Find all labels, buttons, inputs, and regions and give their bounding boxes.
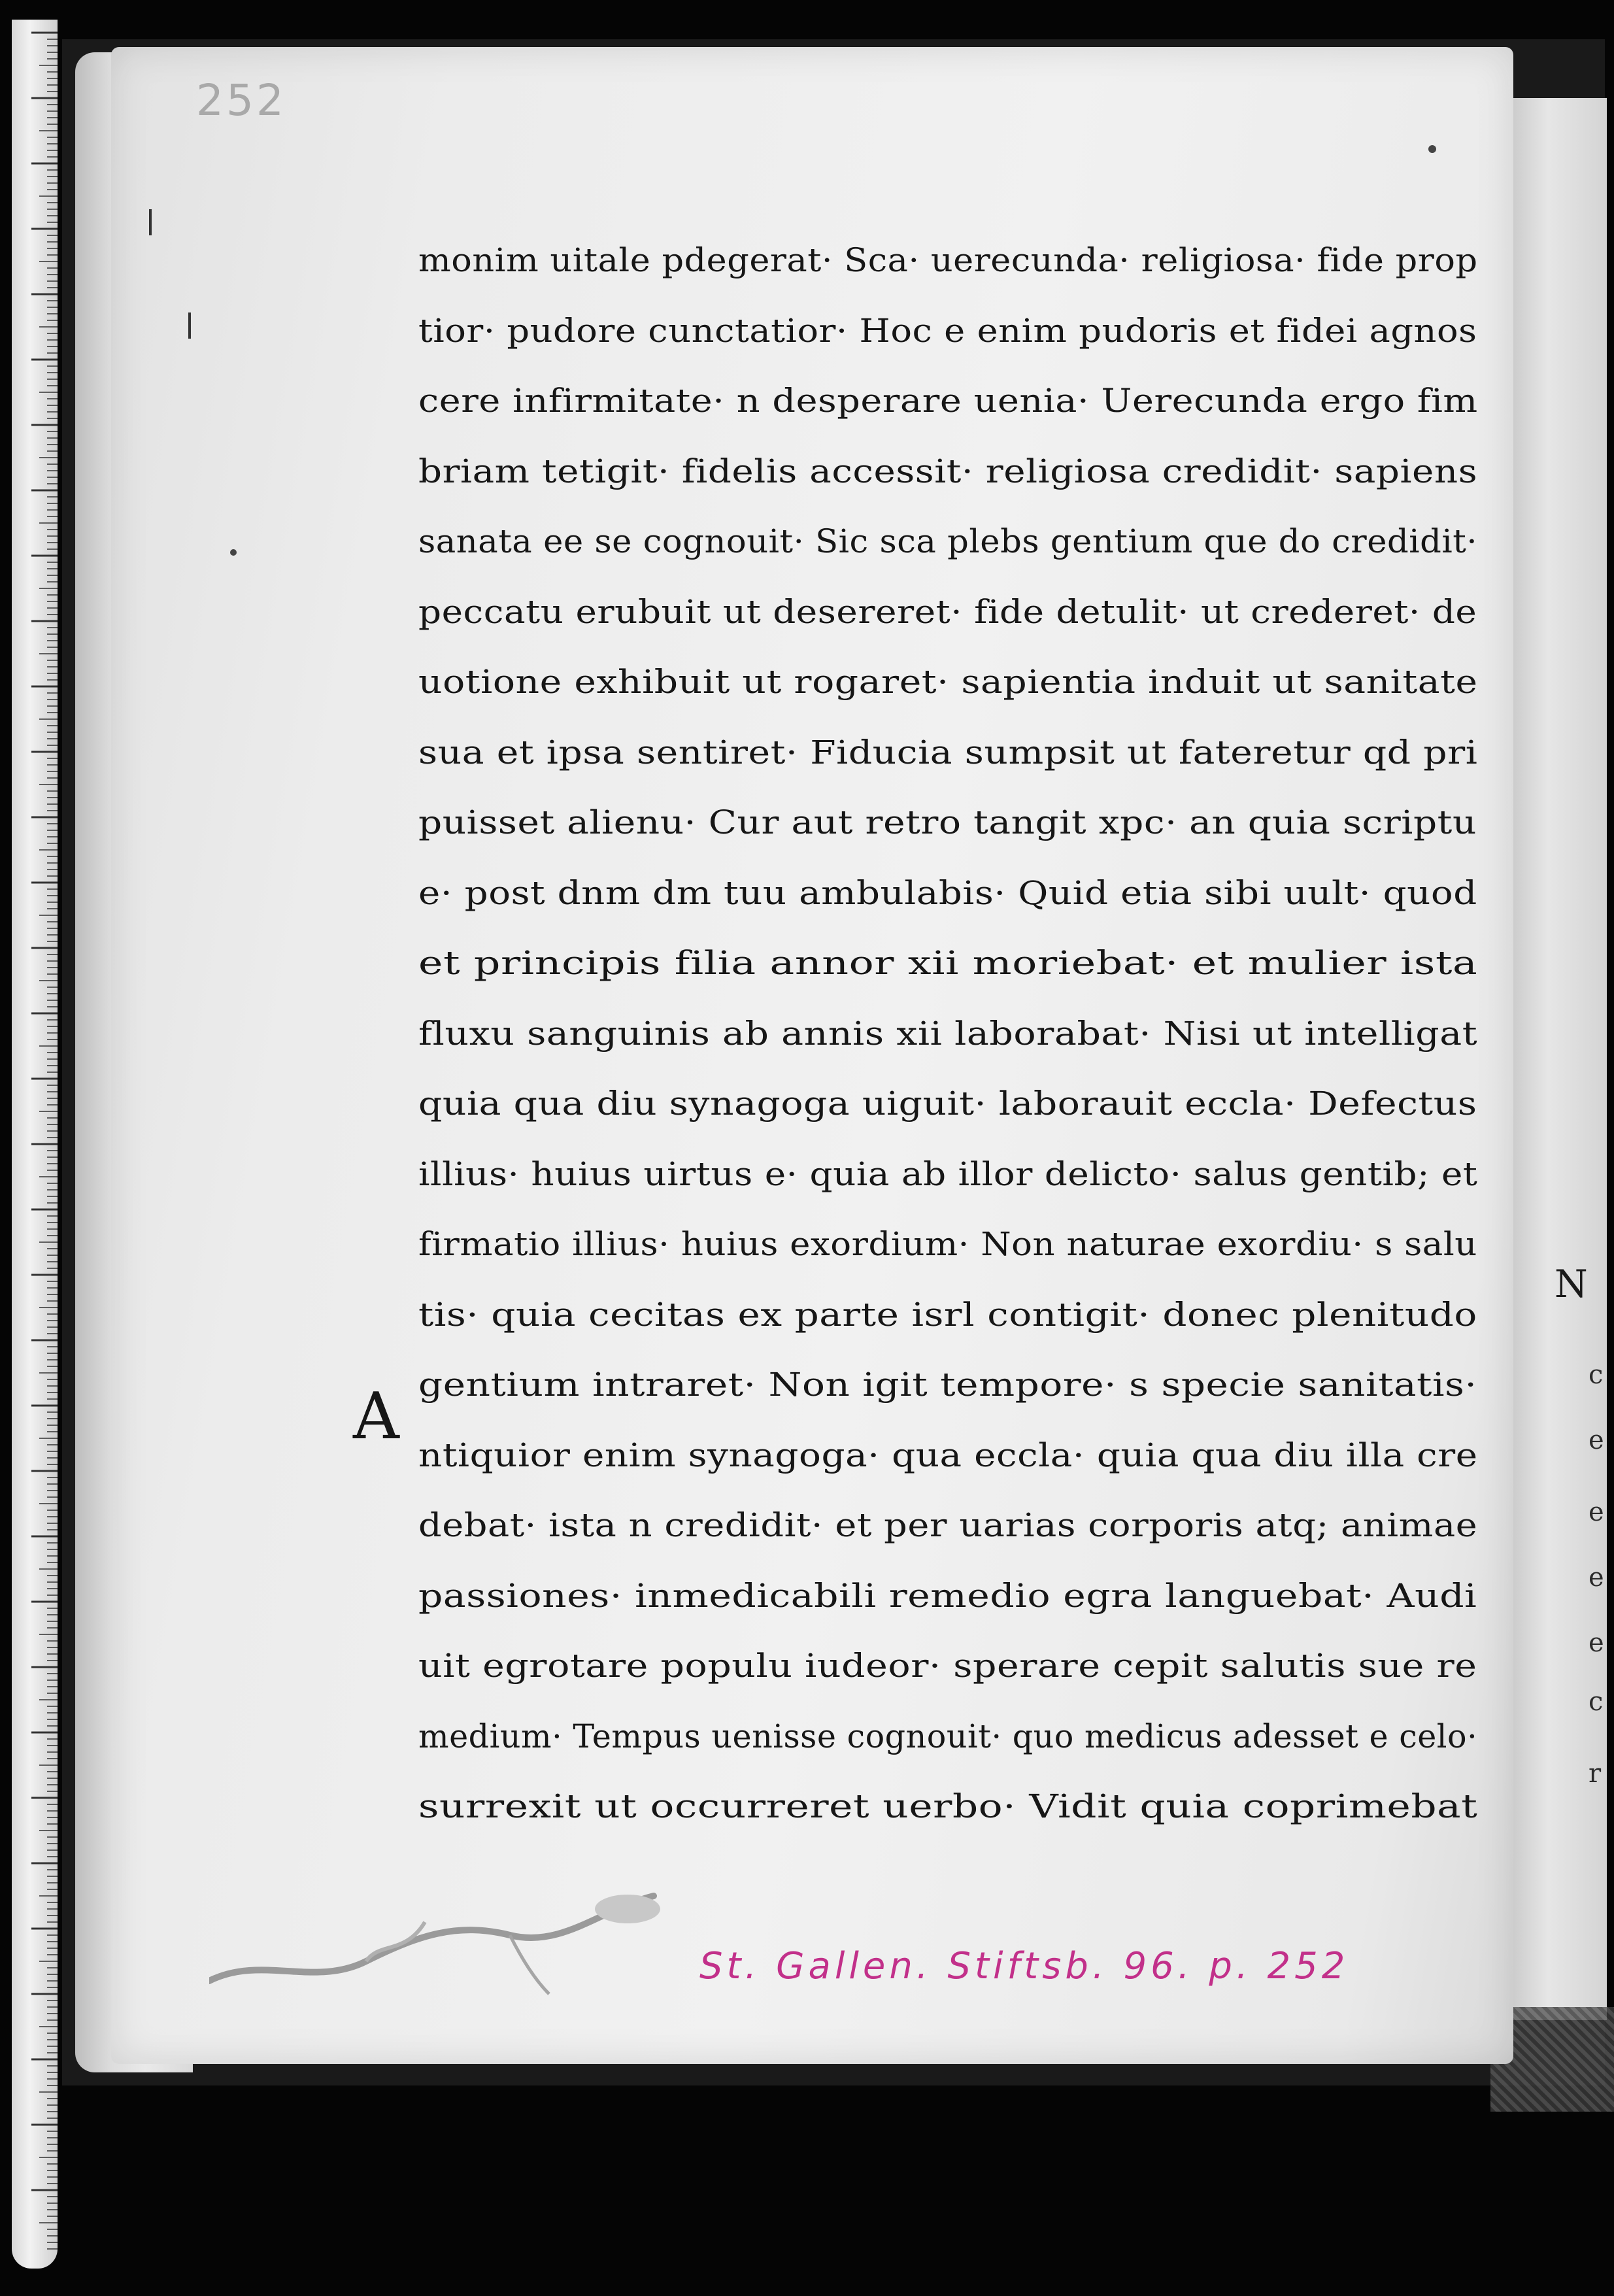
text-line: sanata ee se cognouit· Sic sca plebs gentium que do credidit· [418,522,1478,560]
facing-page-mark: r [1589,1759,1602,1789]
margin-mark [149,209,152,235]
facing-page-mark: e [1589,1628,1604,1658]
initial-letter: A [353,1379,399,1454]
text-line: ntiquior enim synagoga· qua eccla· quia qua diu illa cre [418,1436,1478,1474]
text-line: quia qua diu synagoga uiguit· laborauit eccla· Defectus [418,1085,1477,1123]
facing-page-mark: e [1589,1497,1604,1527]
ink-dot [1428,145,1436,153]
text-line: medium· Tempus uenisse cognouit· quo medicus adesset e celo· [418,1717,1478,1755]
folio-number: 252 [196,75,286,126]
text-line: debat· ista n credidit· et per uarias corporis atq; animae [418,1506,1478,1544]
text-line: e· post dnm dm tuu ambulabis· Quid etia sibi uult· quod [418,873,1477,912]
ink-dot [230,549,237,556]
text-line: passiones· inmedicabili remedio egra languebat· Audi [418,1576,1477,1615]
text-line: sua et ipsa sentiret· Fiducia sumpsit ut fateretur qd pri [418,733,1478,771]
text-line: uit egrotare populu iudeor· sperare cepit salutis sue re [418,1647,1477,1685]
margin-mark [188,312,191,339]
facing-page-mark: c [1589,1360,1604,1390]
shelfmark-stamp: St. Gallen. Stiftsb. 96. p. 252 [699,1945,1349,1987]
text-line: surrexit ut occurreret uerbo· Vidit quia coprimebat [418,1787,1478,1825]
text-line: fluxu sanguinis ab annis xii laborabat· Nisi ut intelligat [418,1014,1478,1053]
text-line: et principis filia annor xii moriebat· et mulier ista [418,944,1478,982]
text-line: uotione exhibuit ut rogaret· sapientia induit ut sanitate [418,663,1478,701]
text-line: peccatu erubuit ut desereret· fide detulit· ut crederet· de [418,592,1477,631]
text-line: monim uitale pdegerat· Sca· uerecunda· religiosa· fide prop [418,241,1478,279]
ruler-ticks [12,20,58,2269]
text-line: cere infirmitate· n desperare uenia· Uerecunda ergo fim [418,382,1478,420]
text-line: puisset alienu· Cur aut retro tangit xpc· an quia scriptu [418,803,1477,841]
text-line: tior· pudore cunctatior· Hoc e enim pudoris et fidei agnos [418,311,1477,350]
binding-string [209,1883,667,2014]
facing-page-mark: e [1589,1562,1604,1593]
manuscript-text-block [418,226,1490,1842]
text-line: tis· quia cecitas ex parte isrl contigit· donec plenitudo [418,1295,1477,1334]
facing-page-mark: e [1589,1425,1604,1455]
facing-page-letter: N [1555,1262,1588,1306]
text-line: gentium intraret· Non igit tempore· s specie sanitatis· [418,1366,1477,1404]
text-line: briam tetigit· fidelis accessit· religiosa credidit· sapiens [418,452,1478,490]
text-line: illius· huius uirtus e· quia ab illor delicto· salus gentib; et [418,1155,1478,1193]
text-line: firmatio illius· huius exordium· Non naturae exordiu· s salu [418,1225,1477,1263]
facing-page-mark: c [1589,1687,1604,1717]
measurement-ruler [12,20,58,2269]
